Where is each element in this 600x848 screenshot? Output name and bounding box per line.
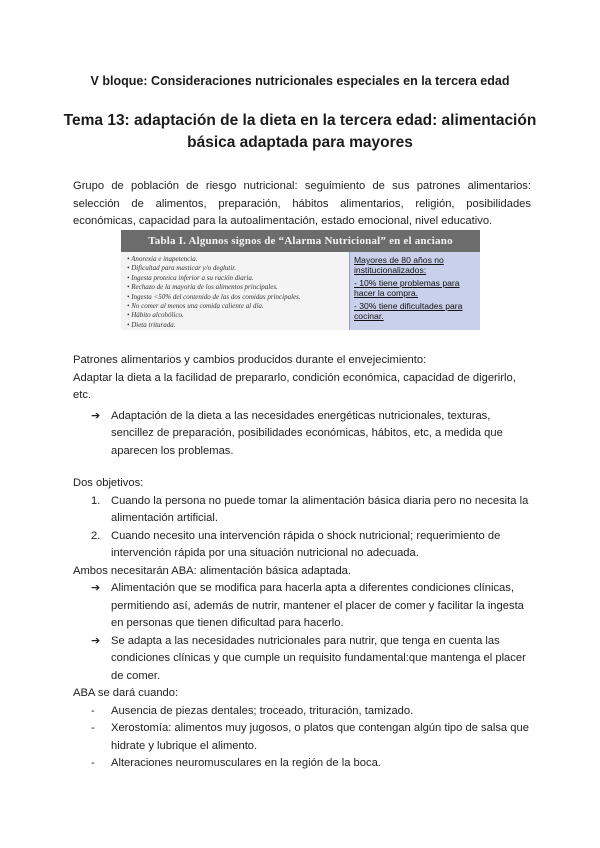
- aba-cuando-list: [73, 703, 531, 773]
- arrow-icon: ➔: [91, 582, 101, 594]
- tema-title: Tema 13: adaptación de la dieta en la tercera edad: alimentación básica adaptada para mayores: [63, 112, 537, 151]
- list-item: [73, 408, 531, 461]
- table-sign-item: • Dificultad para masticar y/o deglutir.: [127, 264, 237, 273]
- list-item-text: Xerostomía: alimentos muy jugosos, o platos que contengan algún tipo de salsa que hidrate y lubrique el alimento.: [111, 722, 529, 752]
- list-item: [73, 720, 531, 755]
- table-signs-list: [127, 255, 345, 330]
- patrones-arrow-list: [73, 408, 531, 461]
- patrones-line: Adaptar la dieta a la facilidad de prepararlo, condición económica, capacidad de digerirlo, etc.: [73, 371, 516, 401]
- dash-bullet: -: [91, 757, 95, 769]
- list-item: [73, 528, 531, 563]
- patrones-line: Patrones alimentarios y cambios producidos durante el envejecimiento:: [73, 354, 427, 366]
- list-item-text: Alimentación que se modifica para hacerla apta a diferentes condiciones clínicas, permitiendo así, además de nutrir, mantener el placer de comer y facilitar la ingesta en personas que tienen dificultad para hacerlo.: [111, 582, 524, 629]
- list-item: [73, 493, 531, 528]
- arrow-icon: ➔: [91, 409, 101, 422]
- dash-bullet: -: [91, 722, 95, 734]
- dash-bullet: -: [91, 704, 95, 717]
- table-stat-item: - 30% tiene dificultades para cocinar.: [354, 301, 463, 321]
- list-item: [73, 703, 531, 721]
- aba-cuando-heading: ABA se dará cuando:: [73, 687, 179, 699]
- aba-line: Ambos necesitarán ABA: alimentación básica adaptada.: [73, 564, 351, 577]
- intro-paragraph: Grupo de población de riesgo nutricional: seguimiento de sus patrones alimentarios: selección de alimentos, preparación, hábitos alimentarios, religión, posibilidades económicas, capacidad para la autoalimentación, estado emocional, nivel educativo.: [73, 180, 531, 227]
- table-stats-heading: Mayores de 80 años no institucionalizados:: [354, 255, 444, 275]
- objetivos-list: [73, 493, 531, 563]
- table-sign-item: • Dieta triturada.: [127, 320, 176, 329]
- objetivos-heading: Dos objetivos:: [73, 477, 144, 489]
- list-item-text: Adaptación de la dieta a las necesidades energéticas nutricionales, texturas, sencillez de preparación, posibilidades económicas, hábitos, etc, a medida que aparecen los problemas.: [111, 409, 503, 457]
- table-header: Tabla I. Algunos signos de “Alarma Nutricional” en el anciano: [121, 230, 480, 252]
- aba-arrow-list: [73, 580, 531, 685]
- list-item: [73, 633, 531, 686]
- objetivos-section: [73, 475, 531, 773]
- table-sign-item: • Anorexia e inapetencia.: [127, 255, 198, 263]
- list-number: 2.: [91, 529, 101, 542]
- table-stat-item: - 10% tiene problemas para hacer la compra.: [354, 278, 460, 298]
- alarma-nutricional-table-image: [121, 230, 480, 330]
- patrones-section: [73, 352, 531, 460]
- list-item-text: Se adapta a las necesidades nutricionales para nutrir, que tenga en cuenta las condiciones clínicas y que cumple un requisito fundamental:que mantenga el placer de comer.: [111, 634, 526, 682]
- table-sign-item: • No comer al menos una comida caliente al día.: [127, 302, 264, 311]
- table-stats-box: [349, 252, 480, 330]
- list-item-text: Cuando la persona no puede tomar la alimentación básica diaria pero no necesita la alimentación artificial.: [111, 494, 529, 524]
- list-item-text: Cuando necesito una intervención rápida o shock nutricional; requerimiento de intervención rápida por una situación nutricional no adecuada.: [111, 529, 501, 559]
- list-item-text: Ausencia de piezas dentales; troceado, trituración, tamizado.: [111, 704, 414, 717]
- block-title: V bloque: Consideraciones nutricionales especiales en la tercera edad: [90, 74, 510, 88]
- arrow-icon: ➔: [91, 634, 101, 647]
- table-sign-item: • Ingesta proteica inferior a su ración diaria.: [127, 273, 254, 282]
- table-sign-item: • Rechazo de la mayoría de los alimentos principales.: [127, 283, 278, 292]
- list-number: 1.: [91, 494, 101, 507]
- list-item-text: Alteraciones neuromusculares en la región de la boca.: [111, 757, 381, 769]
- list-item: [73, 755, 531, 773]
- list-item: [73, 580, 531, 633]
- table-sign-item: • Hábito alcohólico.: [127, 311, 184, 320]
- table-sign-item: • Ingesta <50% del contenido de las dos comidas principales.: [127, 292, 301, 301]
